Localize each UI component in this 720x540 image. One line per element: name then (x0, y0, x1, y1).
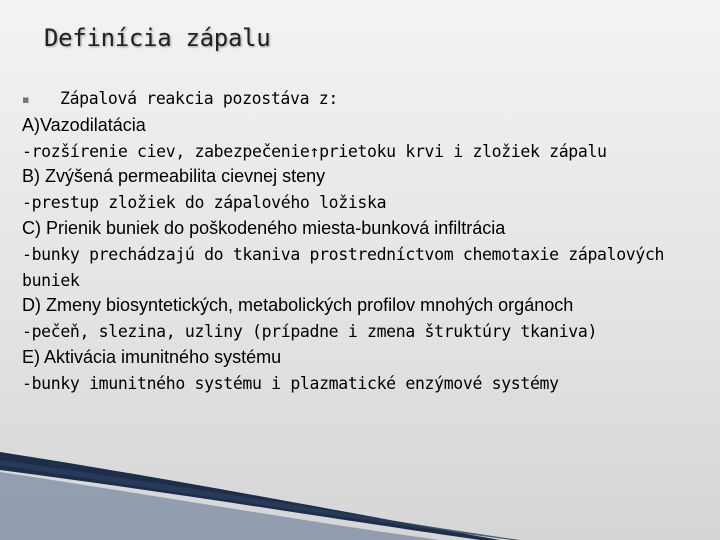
decorative-swoosh (0, 440, 720, 540)
point-d-detail: -pečeň, slezina, uzliny (prípadne i zmena štruktúry tkaniva) (22, 322, 598, 342)
swoosh-band-mid (0, 472, 440, 540)
bullet-icon: ▪ (22, 93, 30, 106)
point-d-heading: D) Zmeny biosyntetických, metabolických profilov mnohých orgánoch (22, 295, 574, 316)
intro-text: Zápalová reakcia pozostáva z: (60, 89, 338, 108)
point-c-detail: -bunky prechádzajú do tkaniva prostredníctvom chemotaxie zápalových buniek (22, 244, 665, 290)
slide-title: Definícia zápalu (44, 24, 271, 52)
point-e-heading: E) Aktivácia imunitného systému (22, 346, 282, 367)
point-a-heading: A)Vazodilatácia (22, 114, 146, 135)
point-a-detail: -rozšírenie ciev, zabezpečenie↑prietoku krvi i zložiek zápalu (22, 141, 607, 161)
point-e-detail: -bunky imunitného systému i plazmatické enzýmové systémy (22, 373, 559, 393)
point-b-heading: B) Zvýšená permeabilita cievnej steny (22, 166, 326, 187)
point-b-detail: -prestup zložiek do zápalového ložiska (22, 193, 387, 213)
slide-content (22, 86, 702, 397)
intro-line (22, 86, 702, 113)
point-c-heading: C) Prienik buniek do poškodeného miesta-bunková infiltrácia (22, 217, 506, 238)
